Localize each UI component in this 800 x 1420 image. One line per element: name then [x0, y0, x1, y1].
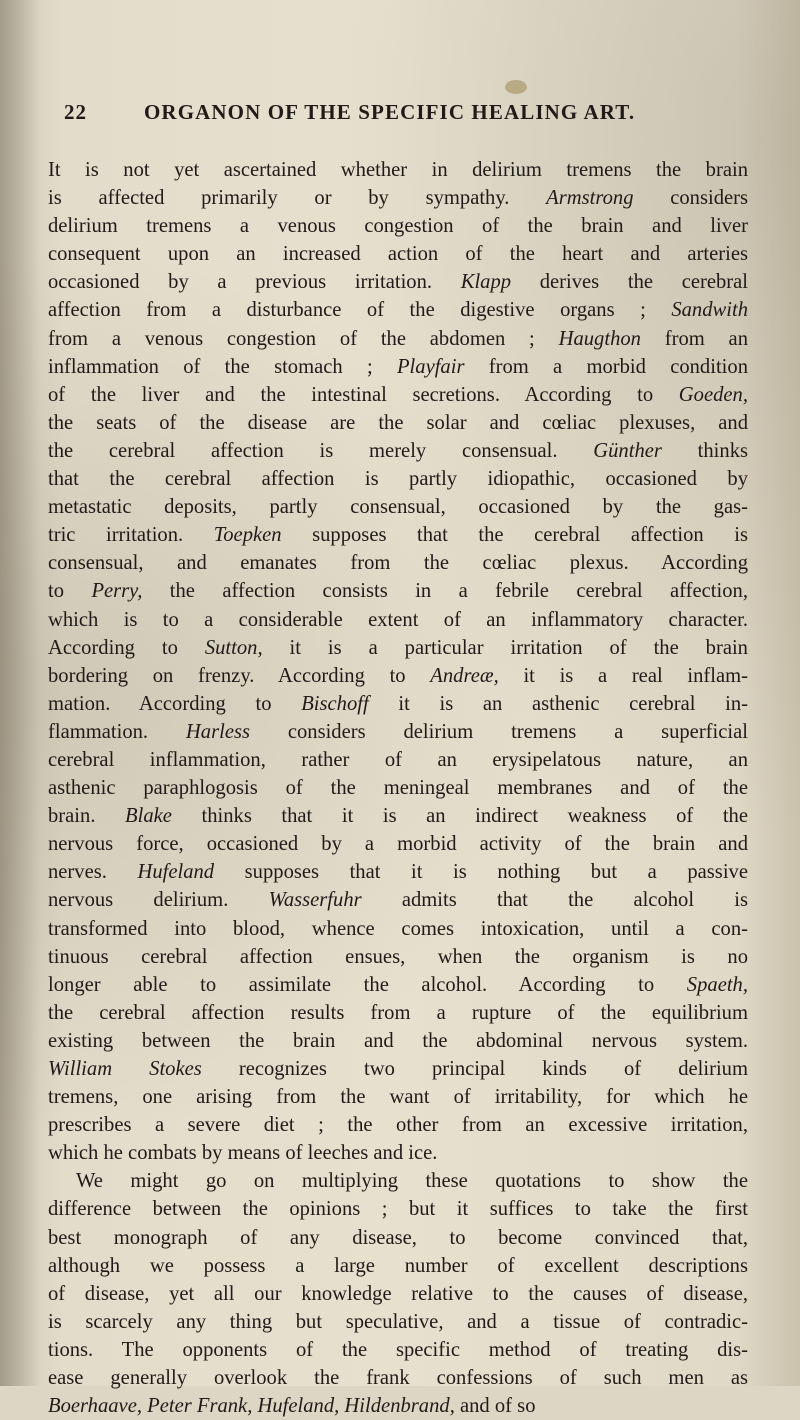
- text-run: asthenic paraphlogosis of the meningeal membranes and of the: [48, 777, 748, 800]
- text-run: considers delirium tremens a superficial: [250, 720, 748, 743]
- italic-name: Sandwith: [671, 299, 748, 322]
- text-line: [48, 353, 748, 381]
- text-line: [48, 521, 748, 549]
- text-run: bordering on frenzy. According to: [48, 664, 431, 687]
- text-run: transformed into blood, whence comes intoxication, until a con-: [48, 917, 748, 940]
- text-line: [48, 1224, 748, 1252]
- text-run: tinuous cerebral affection ensues, when the organism is no: [48, 945, 748, 968]
- text-line: [48, 999, 748, 1027]
- text-line: [48, 1167, 748, 1195]
- text-run: it is a real inflam-: [498, 664, 748, 687]
- text-run: existing between the brain and the abdominal nervous system.: [48, 1029, 748, 1052]
- body-text: [48, 156, 748, 1420]
- text-line: [48, 1027, 748, 1055]
- text-run: flammation.: [48, 720, 186, 743]
- italic-name: William Stokes: [48, 1058, 202, 1080]
- text-line: [48, 1364, 748, 1392]
- text-run: best monograph of any disease, to become convinced that,: [48, 1226, 748, 1249]
- text-run: brain.: [48, 805, 126, 828]
- italic-name: Boerhaave, Peter Frank, Hufeland, Hildenbrand,: [48, 1395, 455, 1418]
- text-run: nervous delirium.: [48, 889, 269, 912]
- text-line: [48, 774, 748, 802]
- running-head: [64, 100, 734, 134]
- italic-name: Hufeland: [137, 861, 215, 884]
- text-run: and of so: [454, 1395, 536, 1418]
- italic-name: Haugthon: [558, 327, 641, 350]
- text-line: [48, 1252, 748, 1280]
- text-line: [48, 1055, 748, 1083]
- text-run: nervous force, occasioned by a morbid activity of the brain and: [48, 833, 748, 856]
- text-line: [48, 493, 748, 521]
- text-run: from a venous congestion of the abdomen ;: [48, 327, 559, 350]
- text-line: [48, 1280, 748, 1308]
- text-run: tions. The opponents of the specific method of treating dis-: [48, 1338, 748, 1361]
- text-run: nerves.: [48, 861, 138, 884]
- italic-name: Spaeth,: [686, 973, 748, 996]
- text-run: supposes that the cerebral affection is: [281, 524, 748, 547]
- text-run: longer able to assimilate the alcohol. According to: [48, 973, 687, 996]
- text-run: derives the cerebral: [511, 271, 748, 294]
- text-line: [48, 971, 748, 999]
- text-run: cerebral inflammation, rather of an erysipelatous nature, an: [48, 748, 748, 771]
- text-run: tric irritation.: [48, 524, 214, 547]
- text-line: [48, 690, 748, 718]
- text-line: [48, 606, 748, 634]
- text-line: [48, 409, 748, 437]
- italic-name: Playfair: [396, 355, 465, 378]
- text-run: which is to a considerable extent of an inflammatory character.: [48, 608, 748, 631]
- italic-name: Andreæ,: [430, 664, 499, 687]
- text-line: [48, 830, 748, 858]
- italic-name: Blake: [125, 805, 172, 828]
- text-line: [48, 858, 748, 886]
- text-run: of the liver and the intestinal secretions. According to: [48, 383, 679, 406]
- text-line: [48, 662, 748, 690]
- text-line: [48, 1392, 748, 1420]
- text-run: is scarcely any thing but speculative, and a tissue of contradic-: [48, 1310, 748, 1333]
- italic-name: Günther: [593, 439, 662, 462]
- text-run: considers: [633, 187, 748, 210]
- text-run: ease generally overlook the frank confessions of such men as: [48, 1367, 748, 1390]
- text-run: We might go on multiplying these quotations to show the: [76, 1170, 748, 1193]
- text-run: from an: [640, 327, 748, 350]
- text-line: [48, 156, 748, 184]
- text-run: consensual, and emanates from the cœliac plexus. According: [48, 552, 748, 575]
- text-line: [48, 746, 748, 774]
- text-line: [48, 634, 748, 662]
- text-run: prescribes a severe diet ; the other from an excessive irritation,: [48, 1114, 748, 1137]
- text-run: although we possess a large number of excellent descriptions: [48, 1254, 748, 1277]
- text-line: [48, 886, 748, 914]
- text-run: thinks: [661, 439, 748, 462]
- text-run: delirium tremens a venous congestion of the brain and liver: [48, 215, 748, 238]
- italic-name: Armstrong: [546, 187, 634, 210]
- italic-name: Sutton,: [204, 636, 263, 659]
- italic-name: Perry,: [91, 580, 143, 603]
- text-run: admits that the alcohol is: [361, 889, 749, 912]
- text-line: [48, 802, 748, 830]
- running-title: ORGANON OF THE SPECIFIC HEALING ART.: [144, 100, 636, 124]
- text-run: that the cerebral affection is partly idiopathic, occasioned by: [48, 468, 748, 491]
- text-run: occasioned by a previous irritation.: [48, 271, 461, 294]
- text-run: affection from a disturbance of the digestive organs ;: [48, 299, 672, 322]
- italic-name: Toepken: [213, 524, 282, 547]
- text-run: the cerebral affection results from a rupture of the equilibrium: [48, 1001, 748, 1024]
- text-run: which he combats by means of leeches and ice.: [48, 1142, 438, 1165]
- text-run: According to: [48, 636, 205, 659]
- text-run: the seats of the disease are the solar and cœliac plexuses, and: [48, 411, 748, 434]
- text-run: mation. According to: [48, 692, 302, 715]
- page-number: 22: [64, 100, 87, 124]
- text-line: [48, 1336, 748, 1364]
- text-run: it is a particular irritation of the brain: [262, 636, 748, 659]
- text-run: consequent upon an increased action of the heart and arteries: [48, 243, 748, 266]
- text-line: [48, 718, 748, 746]
- italic-name: Wasserfuhr: [268, 889, 362, 912]
- text-line: [48, 240, 748, 268]
- text-line: [48, 325, 748, 353]
- text-line: [48, 465, 748, 493]
- italic-name: Harless: [185, 720, 250, 743]
- text-line: [48, 1308, 748, 1336]
- text-run: recognizes two principal kinds of delirium: [201, 1058, 748, 1080]
- text-line: [48, 212, 748, 240]
- italic-name: Goeden,: [678, 383, 748, 406]
- text-line: [48, 184, 748, 212]
- text-run: the cerebral affection is merely consensual.: [48, 439, 594, 462]
- text-line: [48, 381, 748, 409]
- text-run: metastatic deposits, partly consensual, occasioned by the gas-: [48, 496, 748, 519]
- ink-stain: [505, 80, 527, 94]
- text-line: [48, 437, 748, 465]
- text-run: is affected primarily or by sympathy.: [48, 187, 547, 210]
- text-run: of disease, yet all our knowledge relative to the causes of disease,: [48, 1282, 748, 1305]
- text-run: It is not yet ascertained whether in delirium tremens the brain: [48, 159, 748, 181]
- text-line: [48, 915, 748, 943]
- text-line: [48, 943, 748, 971]
- text-run: from a morbid condition: [464, 355, 748, 378]
- page-edge-shadow: [0, 0, 40, 1386]
- text-run: the affection consists in a febrile cerebral affection,: [142, 580, 748, 603]
- italic-name: Bischoff: [301, 692, 369, 715]
- text-line: [48, 549, 748, 577]
- text-run: inflammation of the stomach ;: [48, 355, 397, 378]
- text-line: [48, 296, 748, 324]
- text-run: thinks that it is an indirect weakness of the: [171, 805, 748, 828]
- text-line: [48, 1139, 748, 1167]
- text-line: [48, 1083, 748, 1111]
- text-line: [48, 577, 748, 605]
- text-run: tremens, one arising from the want of irritability, for which he: [48, 1086, 748, 1109]
- text-line: [48, 268, 748, 296]
- italic-name: Klapp: [460, 271, 512, 294]
- text-line: [48, 1111, 748, 1139]
- text-line: [48, 1195, 748, 1223]
- text-run: difference between the opinions ; but it suffices to take the first: [48, 1198, 748, 1221]
- text-run: supposes that it is nothing but a passive: [214, 861, 748, 884]
- text-run: it is an asthenic cerebral in-: [368, 692, 749, 715]
- text-run: to: [48, 580, 92, 603]
